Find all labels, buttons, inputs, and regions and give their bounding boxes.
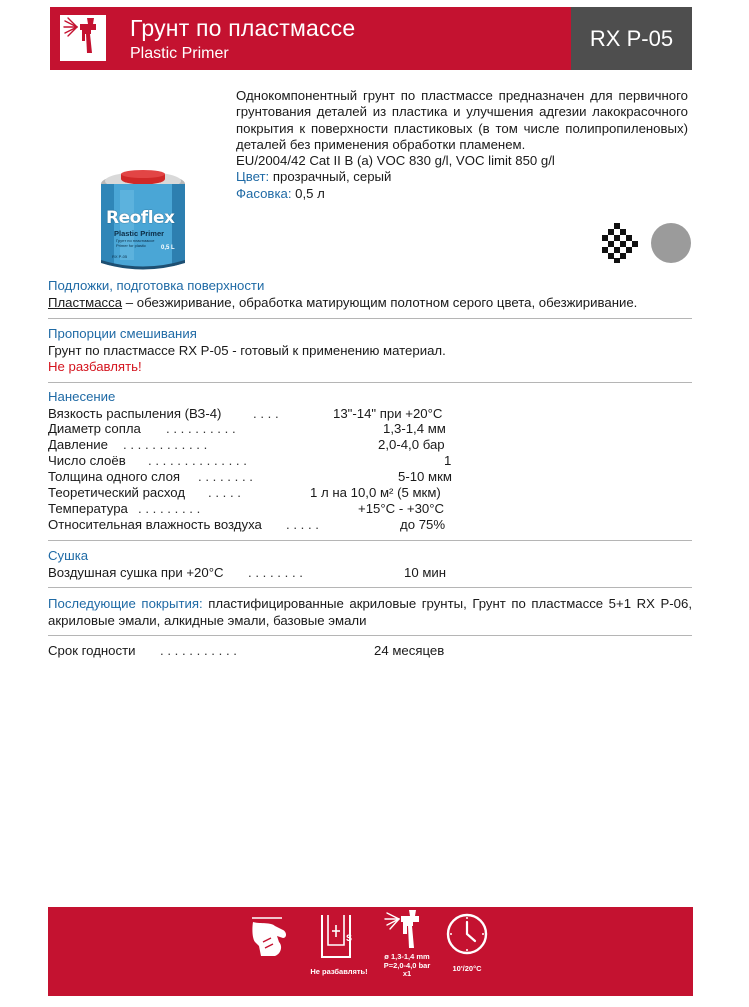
footer-bar	[48, 907, 693, 996]
param-name: Толщина одного слоя	[48, 469, 181, 485]
param-dots: . . . . . . . . .	[138, 500, 201, 516]
param-value: 1 л на 10,0 м² (5 мкм)	[310, 484, 441, 500]
can-volume: 0,5 L	[161, 245, 175, 251]
substrates-text	[48, 295, 692, 312]
param-dots: . . . . . . . . . . . . . .	[148, 453, 247, 469]
param-value: 10 мин	[404, 564, 447, 580]
param-row	[48, 421, 451, 437]
can-code: RX P-05	[112, 254, 128, 259]
param-row	[48, 469, 451, 485]
param-name: Давление	[48, 437, 108, 453]
substrates-material: Пластмасса	[48, 294, 123, 310]
param-row	[48, 517, 451, 533]
header-title-bar	[50, 7, 571, 70]
can-subtitle-en: Primer for plastic	[116, 243, 147, 248]
application-params	[48, 406, 692, 533]
pack-value: 0,5 л	[291, 185, 325, 201]
drying-section	[48, 548, 692, 580]
product-code-box	[571, 7, 692, 70]
param-name: Теоретический расход	[48, 484, 186, 500]
param-dots: . . . . . . . .	[198, 469, 253, 485]
application-section	[48, 389, 692, 533]
clock-icon	[444, 911, 490, 962]
subsequent-coatings-section	[48, 596, 692, 629]
no-thinner-caption: Не разбавлять!	[310, 967, 368, 976]
param-row	[48, 437, 451, 453]
param-name: Вязкость распыления (ВЗ-4)	[48, 405, 222, 421]
param-dots: . . . . . . . . . . . .	[123, 437, 208, 453]
param-value: +15°C - +30°C	[358, 500, 445, 516]
no-thinner-icon	[316, 911, 360, 970]
param-value: 13"-14" при +20°C	[333, 405, 443, 421]
mixing-warning: Не разбавлять!	[48, 359, 142, 374]
drying-title: Сушка	[48, 548, 89, 563]
product-description: Однокомпонентный грунт по пластмассе предназначен для первичного грунтования деталей из пластика и улучшения адгезии лакокрасочного покрытия к поверхности пластиковых (в том числе полипропиленовых) деталей без применения обработки пламенем.	[236, 88, 688, 152]
spray-gun-icon	[60, 15, 106, 61]
can-product-name: Plastic Primer	[114, 229, 165, 238]
param-name: Температура	[48, 500, 128, 516]
glove-hand-icon	[249, 912, 293, 967]
param-value: 1,3-1,4 мм	[383, 421, 446, 437]
clock-caption: 10'/20°C	[452, 964, 482, 973]
param-dots: . . . . . . . . . .	[166, 421, 236, 437]
param-value: 24 месяцев	[374, 643, 445, 658]
param-value: 5-10 мкм	[398, 469, 452, 485]
color-info	[236, 169, 688, 185]
param-row	[48, 565, 451, 581]
param-dots: . . . . .	[208, 484, 241, 500]
param-name: Воздушная сушка при +20°C	[48, 564, 224, 580]
param-dots: . . . . . . . . . . .	[160, 643, 237, 658]
param-name: Диаметр сопла	[48, 421, 141, 437]
mixing-title: Пропорции смешивания	[48, 326, 197, 341]
substrates-section	[48, 278, 692, 311]
intro-block	[236, 88, 688, 202]
voc-info: EU/2004/42 Cat II B (a) VOC 830 g/l, VOC limit 850 g/l	[236, 153, 555, 169]
subsequent-label: Последующие покрытия:	[48, 596, 203, 611]
color-label: Цвет:	[236, 169, 270, 185]
param-value: до 75%	[400, 516, 446, 532]
product-code: RX P-05	[589, 25, 674, 51]
param-dots: . . . .	[253, 405, 279, 421]
param-row	[48, 453, 451, 469]
substrates-description: – обезжиривание, обработка матирующим полотном серого цвета, обезжиривание.	[122, 294, 638, 310]
param-name: Срок годности	[48, 643, 136, 658]
svg-text:S: S	[346, 933, 353, 943]
param-name: Относительная влажность воздуха	[48, 516, 262, 532]
product-title: Грунт по пластмассе	[130, 15, 356, 41]
param-row	[48, 485, 451, 501]
param-row	[48, 501, 451, 517]
param-dots: . . . . . . . .	[248, 564, 303, 580]
mixing-text: Грунт по пластмассе RX P-05 - готовый к применению материал.	[48, 342, 446, 358]
texture-pattern-icon	[600, 223, 638, 268]
subsequent-text: пластифицированные акриловые грунты, Грунт по пластмассе 5+1 RX P-06, акриловые эмали, алкидные эмали, базовые эмали	[48, 596, 692, 628]
pack-label: Фасовка:	[236, 185, 292, 201]
param-row	[48, 643, 451, 659]
color-swatch	[651, 223, 691, 263]
spray-caption-line: x1	[402, 969, 412, 978]
param-value: 1	[444, 453, 452, 469]
pack-info	[236, 186, 688, 202]
divider	[48, 587, 692, 588]
shelf-life-section	[48, 643, 692, 659]
divider	[48, 540, 692, 541]
param-name: Число слоёв	[48, 453, 126, 469]
param-value: 2,0-4,0 бар	[378, 437, 445, 453]
spray-caption-line: ø 1,3-1,4 mm	[384, 952, 430, 961]
mixing-section	[48, 326, 692, 376]
color-value: прозрачный, серый	[269, 169, 392, 185]
divider	[48, 382, 692, 383]
spray-caption-line: P=2,0-4,0 bar	[383, 960, 431, 970]
divider	[48, 635, 692, 636]
substrates-title: Подложки, подготовка поверхности	[48, 278, 265, 293]
can-subtitle-ru: Грунт по пластмассе	[116, 238, 155, 243]
product-can-image	[90, 170, 200, 280]
param-row	[48, 406, 451, 422]
divider	[48, 318, 692, 319]
param-dots: . . . . .	[286, 516, 319, 532]
application-title: Нанесение	[48, 389, 116, 404]
header	[50, 7, 692, 70]
product-subtitle: Plastic Primer	[130, 45, 229, 62]
can-brand: Reoflex	[106, 208, 175, 228]
